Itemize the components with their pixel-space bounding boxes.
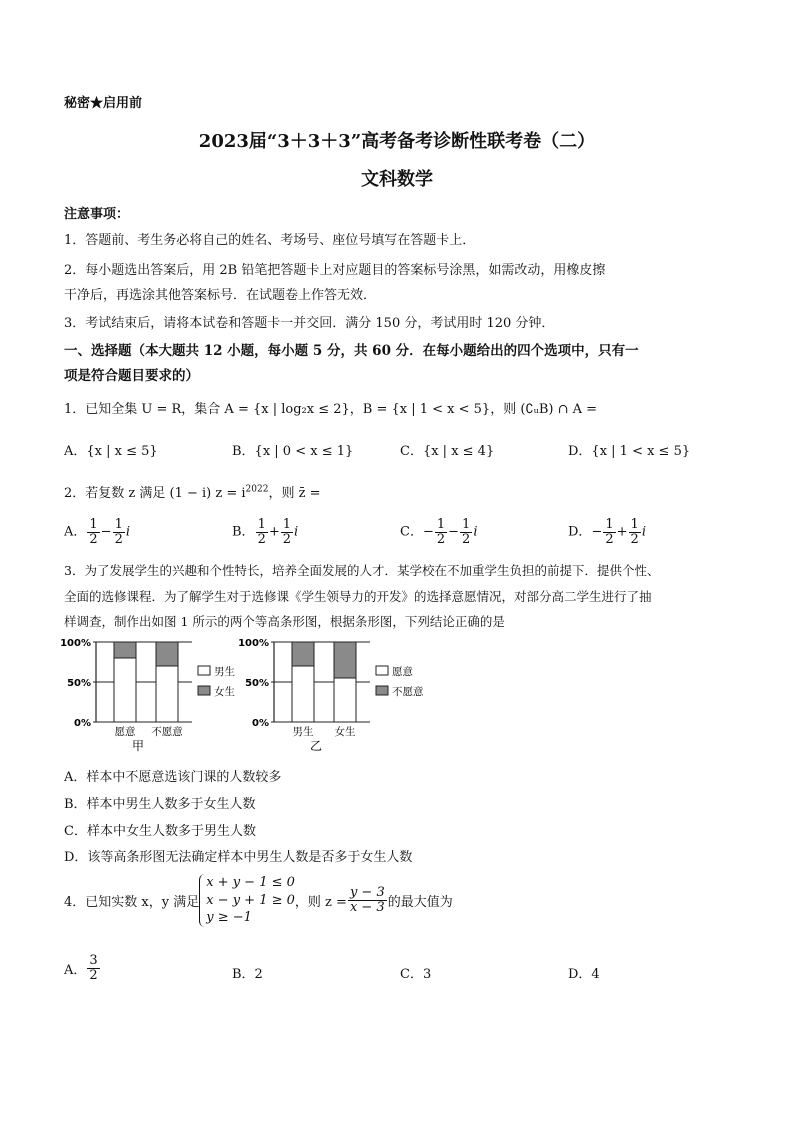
denominator: 2 <box>462 531 471 547</box>
denominator: 2 <box>89 967 98 983</box>
bar-segment <box>114 642 136 658</box>
chart-yi <box>238 634 428 762</box>
legend-label: 愿意 <box>392 666 413 678</box>
q2-option-d <box>568 518 646 546</box>
y-tick-label: 0% <box>74 718 91 729</box>
denominator: 2 <box>257 531 266 547</box>
q4-fraction <box>348 886 387 914</box>
q4-stem-c: 的最大值为 <box>387 894 453 910</box>
sign: − <box>422 524 434 540</box>
exam-title: 2023届“3＋3＋3”高考备考诊断性联考卷（二） <box>198 131 596 152</box>
operator: − <box>100 524 112 540</box>
y-tick-label: 100% <box>60 638 91 649</box>
q4-option-b: B．2 <box>232 967 263 982</box>
imaginary-unit: i <box>125 524 131 540</box>
q4-option-a-fraction <box>87 954 99 982</box>
denominator: 2 <box>282 531 292 547</box>
question-3-line: 3．为了发展学生的兴趣和个性特长，培养全面发展的人才．某学校在不加重学生负担的前提下．提供个性、 <box>64 563 660 578</box>
q2-option-c <box>400 518 478 546</box>
q4-constraint: x − y + 1 ≥ 0 <box>206 892 295 908</box>
q3-option-a: A．样本中不愿意选该门课的人数较多 <box>64 770 282 785</box>
numerator: 3 <box>89 953 98 968</box>
legend-swatch <box>198 686 210 695</box>
option-label: A． <box>64 962 87 978</box>
q2-option-b <box>232 518 298 546</box>
imaginary-unit: i <box>294 524 299 540</box>
q1-option-d: D．{x | 1 < x ≤ 5} <box>568 444 691 459</box>
question-2-stem <box>64 482 320 501</box>
q3-option-b: B．样本中男生人数多于女生人数 <box>64 797 256 812</box>
q2-stem-b: ，则 z̄ = <box>268 486 321 501</box>
q3-option-c: C．样本中女生人数多于男生人数 <box>64 824 256 839</box>
note-item: 2．每小题选出答案后，用 2B 铅笔把答题卡上对应题目的答案标号涂黑，如需改动，用橡皮擦 <box>64 263 606 278</box>
q2-exponent: 2022 <box>245 484 269 495</box>
secret-mark: 秘密★启用前 <box>64 96 143 111</box>
q4-option-d: D．4 <box>568 967 600 982</box>
chart-title: 乙 <box>309 739 323 753</box>
operator: − <box>448 524 460 540</box>
q1-option-b: B．{x | 0 < x ≤ 1} <box>232 444 354 459</box>
q4-option-a <box>64 954 101 982</box>
imaginary-unit: i <box>473 524 478 540</box>
question-3-line: 样调查，制作出如图 1 所示的两个等高条形图，根据条形图，下列结论正确的是 <box>64 614 505 629</box>
bar-segment <box>292 666 314 722</box>
note-item: 干净后，再选涂其他答案标号．在试题卷上作答无效． <box>64 288 377 303</box>
legend-label: 女生 <box>214 686 235 698</box>
q1-option-c: C．{x | x ≤ 4} <box>400 444 495 459</box>
denominator: 2 <box>114 531 123 547</box>
denominator: 2 <box>89 531 98 547</box>
bar-segment <box>156 642 178 666</box>
note-item: 1．答题前、考生务必将自己的姓名、考场号、座位号填写在答题卡上． <box>64 233 476 248</box>
numerator: 1 <box>630 517 639 532</box>
chart-jia <box>60 634 240 762</box>
y-tick-label: 50% <box>67 678 91 689</box>
x-tick-label: 男生 <box>292 726 314 738</box>
q2-stem-a: 2．若复数 z 满足 (1 − i) z = i <box>64 486 246 501</box>
option-label: A． <box>64 524 87 540</box>
denominator: 2 <box>605 531 614 547</box>
q4-stem-b: ，则 z = <box>294 894 347 910</box>
operator: + <box>268 524 280 540</box>
question-1-stem: 1．已知全集 U = R，集合 A = {x | log₂x ≤ 2}，B = {x | 1 < x < 5}，则 (∁ᵤB) ∩ A = <box>64 402 598 417</box>
numerator: 1 <box>114 517 123 532</box>
operator: + <box>616 524 628 540</box>
q4-constraint: x + y − 1 ≤ 0 <box>206 875 295 890</box>
q2-option-a <box>64 518 130 546</box>
bar-segment <box>292 642 314 666</box>
question-4-stem <box>64 874 453 927</box>
exam-subject: 文科数学 <box>361 169 433 190</box>
bar-segment <box>156 666 178 722</box>
option-label: C． <box>400 524 423 540</box>
numerator: y − 3 <box>349 885 385 901</box>
legend-label: 男生 <box>214 666 235 678</box>
legend-swatch <box>198 666 210 675</box>
denominator: 2 <box>630 531 639 547</box>
y-tick-label: 50% <box>245 678 269 689</box>
legend-swatch <box>376 686 388 695</box>
legend-label: 不愿意 <box>392 686 424 698</box>
numerator: 1 <box>462 517 471 532</box>
legend-swatch <box>376 666 388 675</box>
note-item: 3．考试结束后，请将本试卷和答题卡一并交回．满分 150 分，考试用时 120 分钟． <box>64 316 555 331</box>
imaginary-unit: i <box>641 524 646 540</box>
x-tick-label: 不愿意 <box>151 726 183 738</box>
q4-stem-a: 4．已知实数 x，y 满足 <box>64 894 200 910</box>
y-tick-label: 0% <box>252 718 269 729</box>
q4-constraint: y ≥ −1 <box>206 910 252 926</box>
numerator: 1 <box>257 517 266 532</box>
bar-segment <box>334 678 356 722</box>
section-heading-cont: 项是符合题目要求的） <box>64 368 199 384</box>
question-3-line: 全面的选修课程．为了解学生对于选修课《学生领导力的开发》的选择意愿情况，对部分高二学生进行了抽 <box>64 589 652 604</box>
q4-option-c: C．3 <box>400 967 432 982</box>
sign: − <box>591 524 603 540</box>
denominator: x − 3 <box>349 899 385 915</box>
chart-title: 甲 <box>131 739 145 753</box>
numerator: 1 <box>89 517 98 532</box>
x-tick-label: 女生 <box>334 726 356 738</box>
numerator: 1 <box>282 517 292 532</box>
y-tick-label: 100% <box>238 638 269 649</box>
bar-segment <box>114 658 136 722</box>
numerator: 1 <box>605 517 614 532</box>
x-tick-label: 愿意 <box>114 726 136 738</box>
q1-option-a: A．{x | x ≤ 5} <box>64 444 158 459</box>
denominator: 2 <box>436 531 446 547</box>
notes-heading: 注意事项： <box>64 207 130 222</box>
q4-constraint-system <box>199 874 295 927</box>
q3-option-d: D．该等高条形图无法确定样本中男生人数是否多于女生人数 <box>64 850 413 865</box>
option-label: D． <box>568 524 592 540</box>
section-heading: 一、选择题（本大题共 12 小题，每小题 5 分，共 60 分．在每小题给出的四个选项中，只有一 <box>64 343 639 359</box>
numerator: 1 <box>436 517 446 532</box>
bar-segment <box>334 642 356 678</box>
option-label: B． <box>232 524 255 540</box>
